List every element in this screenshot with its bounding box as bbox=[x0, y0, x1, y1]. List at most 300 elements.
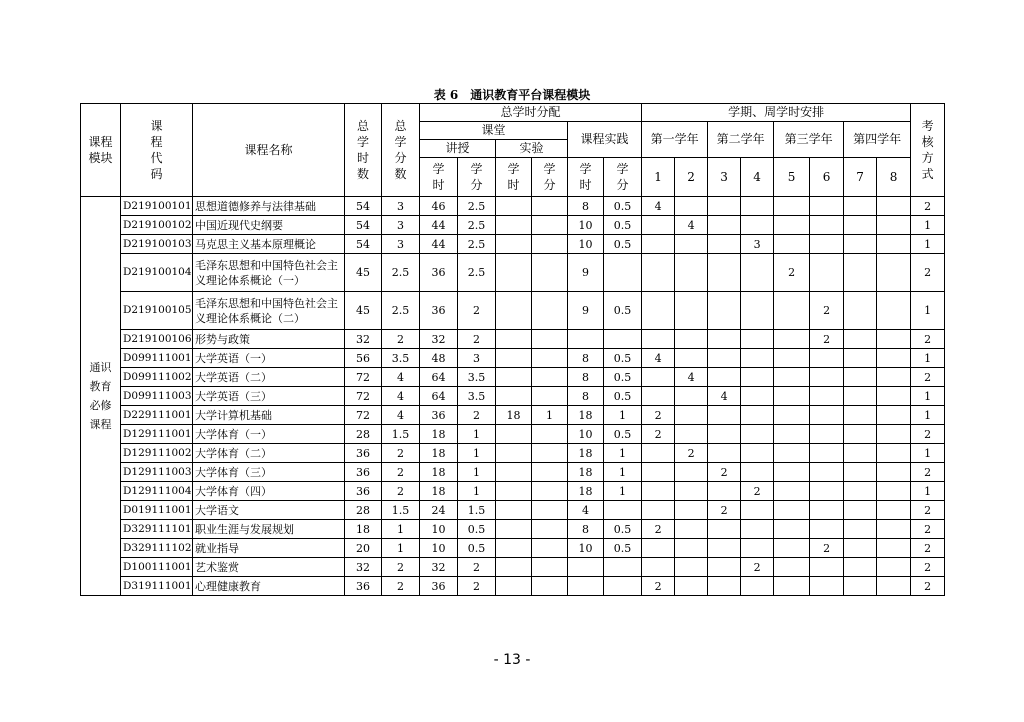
term-5: 2 bbox=[774, 254, 810, 292]
experiment-credits bbox=[532, 539, 568, 558]
term-8 bbox=[877, 463, 911, 482]
term-8 bbox=[877, 444, 911, 463]
practice-credits: 0.5 bbox=[604, 216, 642, 235]
term-2 bbox=[675, 520, 708, 539]
header-total-hours: 总学时数 bbox=[345, 104, 382, 197]
total-hours: 32 bbox=[345, 330, 382, 349]
lecture-hours: 36 bbox=[420, 577, 458, 596]
course-code: D329111101 bbox=[121, 520, 193, 539]
experiment-credits bbox=[532, 292, 568, 330]
term-4 bbox=[741, 387, 774, 406]
lecture-hours: 24 bbox=[420, 501, 458, 520]
term-7 bbox=[844, 577, 877, 596]
lecture-credits: 2.5 bbox=[458, 235, 496, 254]
total-credits: 2 bbox=[382, 444, 420, 463]
experiment-credits bbox=[532, 349, 568, 368]
header-lecture-hours: 学时 bbox=[420, 158, 458, 197]
experiment-credits bbox=[532, 197, 568, 216]
term-8 bbox=[877, 368, 911, 387]
exam: 1 bbox=[911, 444, 945, 463]
experiment-hours bbox=[496, 254, 532, 292]
course-name: 毛泽东思想和中国特色社会主义理论体系概论（一） bbox=[193, 254, 345, 292]
term-2 bbox=[675, 463, 708, 482]
total-hours: 45 bbox=[345, 254, 382, 292]
term-8 bbox=[877, 501, 911, 520]
term-6 bbox=[810, 444, 844, 463]
course-code: D219100104 bbox=[121, 254, 193, 292]
experiment-hours bbox=[496, 216, 532, 235]
header-term-5: 5 bbox=[774, 158, 810, 197]
table-row bbox=[81, 330, 945, 349]
lecture-hours: 36 bbox=[420, 292, 458, 330]
term-6 bbox=[810, 387, 844, 406]
term-1 bbox=[642, 482, 675, 501]
term-4: 2 bbox=[741, 482, 774, 501]
term-4 bbox=[741, 577, 774, 596]
practice-hours: 9 bbox=[568, 254, 604, 292]
lecture-credits: 1 bbox=[458, 463, 496, 482]
practice-credits bbox=[604, 558, 642, 577]
total-credits: 2 bbox=[382, 577, 420, 596]
total-hours: 20 bbox=[345, 539, 382, 558]
term-5 bbox=[774, 501, 810, 520]
lecture-hours: 64 bbox=[420, 368, 458, 387]
table-row bbox=[81, 349, 945, 368]
term-5 bbox=[774, 520, 810, 539]
practice-credits bbox=[604, 330, 642, 349]
practice-hours bbox=[568, 558, 604, 577]
course-name: 思想道德修养与法律基础 bbox=[193, 197, 345, 216]
term-3 bbox=[708, 539, 741, 558]
exam: 2 bbox=[911, 539, 945, 558]
exam: 1 bbox=[911, 406, 945, 425]
term-6: 2 bbox=[810, 330, 844, 349]
header-term-4: 4 bbox=[741, 158, 774, 197]
term-8 bbox=[877, 539, 911, 558]
term-3 bbox=[708, 406, 741, 425]
course-name: 毛泽东思想和中国特色社会主义理论体系概论（二） bbox=[193, 292, 345, 330]
term-6 bbox=[810, 368, 844, 387]
lecture-hours: 18 bbox=[420, 482, 458, 501]
header-classroom: 课堂 bbox=[420, 122, 568, 140]
course-code: D229111001 bbox=[121, 406, 193, 425]
term-6 bbox=[810, 520, 844, 539]
term-4 bbox=[741, 406, 774, 425]
term-5 bbox=[774, 368, 810, 387]
term-1 bbox=[642, 558, 675, 577]
total-hours: 72 bbox=[345, 387, 382, 406]
term-4 bbox=[741, 216, 774, 235]
term-6: 2 bbox=[810, 539, 844, 558]
exam: 2 bbox=[911, 197, 945, 216]
term-1: 4 bbox=[642, 197, 675, 216]
term-3 bbox=[708, 254, 741, 292]
term-1: 2 bbox=[642, 425, 675, 444]
term-7 bbox=[844, 254, 877, 292]
table-row bbox=[81, 292, 945, 330]
course-name: 大学英语（三） bbox=[193, 387, 345, 406]
total-hours: 36 bbox=[345, 444, 382, 463]
term-5 bbox=[774, 235, 810, 254]
term-2 bbox=[675, 501, 708, 520]
exam: 1 bbox=[911, 216, 945, 235]
lecture-hours: 32 bbox=[420, 558, 458, 577]
table-row bbox=[81, 501, 945, 520]
lecture-credits: 2.5 bbox=[458, 216, 496, 235]
experiment-credits bbox=[532, 501, 568, 520]
header-term-7: 7 bbox=[844, 158, 877, 197]
term-2 bbox=[675, 482, 708, 501]
term-7 bbox=[844, 558, 877, 577]
header-lecture: 讲授 bbox=[420, 140, 496, 158]
term-8 bbox=[877, 197, 911, 216]
experiment-credits bbox=[532, 216, 568, 235]
term-4 bbox=[741, 425, 774, 444]
term-5 bbox=[774, 216, 810, 235]
lecture-credits: 2 bbox=[458, 577, 496, 596]
page-number: - 13 - bbox=[493, 652, 531, 668]
lecture-hours: 10 bbox=[420, 539, 458, 558]
table-row bbox=[81, 425, 945, 444]
term-4 bbox=[741, 197, 774, 216]
practice-hours bbox=[568, 330, 604, 349]
experiment-hours bbox=[496, 197, 532, 216]
term-3 bbox=[708, 577, 741, 596]
lecture-hours: 36 bbox=[420, 406, 458, 425]
experiment-credits bbox=[532, 425, 568, 444]
practice-credits bbox=[604, 501, 642, 520]
term-2 bbox=[675, 349, 708, 368]
experiment-credits bbox=[532, 387, 568, 406]
course-table bbox=[80, 103, 945, 596]
experiment-credits bbox=[532, 482, 568, 501]
course-name: 大学体育（三） bbox=[193, 463, 345, 482]
term-3: 4 bbox=[708, 387, 741, 406]
course-name: 马克思主义基本原理概论 bbox=[193, 235, 345, 254]
term-5 bbox=[774, 197, 810, 216]
term-8 bbox=[877, 387, 911, 406]
total-hours: 36 bbox=[345, 577, 382, 596]
practice-hours: 18 bbox=[568, 444, 604, 463]
total-credits: 2 bbox=[382, 558, 420, 577]
experiment-credits bbox=[532, 463, 568, 482]
term-7 bbox=[844, 425, 877, 444]
total-credits: 1.5 bbox=[382, 425, 420, 444]
practice-credits: 0.5 bbox=[604, 235, 642, 254]
course-name: 大学英语（一） bbox=[193, 349, 345, 368]
term-2 bbox=[675, 577, 708, 596]
total-hours: 54 bbox=[345, 216, 382, 235]
exam: 2 bbox=[911, 520, 945, 539]
lecture-credits: 3.5 bbox=[458, 368, 496, 387]
term-8 bbox=[877, 292, 911, 330]
total-hours: 18 bbox=[345, 520, 382, 539]
term-6 bbox=[810, 425, 844, 444]
practice-hours: 10 bbox=[568, 235, 604, 254]
practice-credits: 1 bbox=[604, 482, 642, 501]
exam: 2 bbox=[911, 501, 945, 520]
term-1: 2 bbox=[642, 406, 675, 425]
total-credits: 1.5 bbox=[382, 501, 420, 520]
term-7 bbox=[844, 482, 877, 501]
table-row bbox=[81, 444, 945, 463]
practice-credits: 0.5 bbox=[604, 387, 642, 406]
experiment-hours bbox=[496, 520, 532, 539]
header-experiment-credits: 学分 bbox=[532, 158, 568, 197]
term-3 bbox=[708, 349, 741, 368]
term-4 bbox=[741, 254, 774, 292]
practice-hours: 10 bbox=[568, 425, 604, 444]
experiment-hours bbox=[496, 349, 532, 368]
total-hours: 36 bbox=[345, 463, 382, 482]
total-hours: 54 bbox=[345, 235, 382, 254]
total-hours: 36 bbox=[345, 482, 382, 501]
practice-credits: 0.5 bbox=[604, 349, 642, 368]
term-4 bbox=[741, 520, 774, 539]
exam: 1 bbox=[911, 292, 945, 330]
term-8 bbox=[877, 558, 911, 577]
lecture-hours: 44 bbox=[420, 216, 458, 235]
experiment-hours bbox=[496, 463, 532, 482]
experiment-credits bbox=[532, 558, 568, 577]
term-5 bbox=[774, 577, 810, 596]
term-7 bbox=[844, 349, 877, 368]
experiment-hours bbox=[496, 501, 532, 520]
term-1 bbox=[642, 501, 675, 520]
total-credits: 3.5 bbox=[382, 349, 420, 368]
term-7 bbox=[844, 463, 877, 482]
total-credits: 2 bbox=[382, 330, 420, 349]
course-code: D329111102 bbox=[121, 539, 193, 558]
term-5 bbox=[774, 349, 810, 368]
course-name: 职业生涯与发展规划 bbox=[193, 520, 345, 539]
total-credits: 1 bbox=[382, 539, 420, 558]
term-2 bbox=[675, 387, 708, 406]
course-code: D129111002 bbox=[121, 444, 193, 463]
experiment-hours: 18 bbox=[496, 406, 532, 425]
total-hours: 28 bbox=[345, 501, 382, 520]
lecture-hours: 48 bbox=[420, 349, 458, 368]
header-module: 课程模块 bbox=[81, 104, 121, 197]
lecture-credits: 2.5 bbox=[458, 254, 496, 292]
term-8 bbox=[877, 482, 911, 501]
term-3: 2 bbox=[708, 501, 741, 520]
course-name: 大学英语（二） bbox=[193, 368, 345, 387]
term-8 bbox=[877, 406, 911, 425]
term-1 bbox=[642, 463, 675, 482]
experiment-hours bbox=[496, 292, 532, 330]
term-2: 4 bbox=[675, 368, 708, 387]
term-4 bbox=[741, 330, 774, 349]
term-3 bbox=[708, 425, 741, 444]
total-credits: 2.5 bbox=[382, 292, 420, 330]
header-term-6: 6 bbox=[810, 158, 844, 197]
experiment-hours bbox=[496, 330, 532, 349]
course-name: 艺术鉴赏 bbox=[193, 558, 345, 577]
header-year3: 第三学年 bbox=[774, 122, 844, 158]
table-row bbox=[81, 197, 945, 216]
term-6 bbox=[810, 501, 844, 520]
experiment-credits bbox=[532, 444, 568, 463]
lecture-credits: 1 bbox=[458, 425, 496, 444]
practice-hours: 8 bbox=[568, 368, 604, 387]
term-7 bbox=[844, 216, 877, 235]
header-practice: 课程实践 bbox=[568, 122, 642, 158]
term-3 bbox=[708, 216, 741, 235]
experiment-hours bbox=[496, 368, 532, 387]
term-1 bbox=[642, 254, 675, 292]
table-caption: 表 6 通识教育平台课程模块 bbox=[433, 88, 591, 102]
experiment-hours bbox=[496, 482, 532, 501]
term-4 bbox=[741, 539, 774, 558]
lecture-hours: 32 bbox=[420, 330, 458, 349]
term-7 bbox=[844, 501, 877, 520]
term-2 bbox=[675, 330, 708, 349]
total-credits: 4 bbox=[382, 406, 420, 425]
header-total-credits: 总学分数 bbox=[382, 104, 420, 197]
term-1 bbox=[642, 235, 675, 254]
term-4 bbox=[741, 444, 774, 463]
total-hours: 72 bbox=[345, 368, 382, 387]
course-code: D129111004 bbox=[121, 482, 193, 501]
course-code: D219100106 bbox=[121, 330, 193, 349]
header-year2: 第二学年 bbox=[708, 122, 774, 158]
header-experiment: 实验 bbox=[496, 140, 568, 158]
practice-hours: 9 bbox=[568, 292, 604, 330]
course-name: 中国近现代史纲要 bbox=[193, 216, 345, 235]
header-year1: 第一学年 bbox=[642, 122, 708, 158]
term-8 bbox=[877, 254, 911, 292]
course-name: 大学体育（一） bbox=[193, 425, 345, 444]
lecture-hours: 64 bbox=[420, 387, 458, 406]
table-row bbox=[81, 577, 945, 596]
lecture-hours: 18 bbox=[420, 444, 458, 463]
lecture-credits: 2.5 bbox=[458, 197, 496, 216]
practice-hours: 4 bbox=[568, 501, 604, 520]
practice-credits bbox=[604, 254, 642, 292]
course-code: D219100105 bbox=[121, 292, 193, 330]
term-1: 2 bbox=[642, 577, 675, 596]
course-code: D219100102 bbox=[121, 216, 193, 235]
exam: 2 bbox=[911, 330, 945, 349]
term-6: 2 bbox=[810, 292, 844, 330]
term-2: 4 bbox=[675, 216, 708, 235]
term-3 bbox=[708, 292, 741, 330]
term-1 bbox=[642, 216, 675, 235]
table-row bbox=[81, 406, 945, 425]
course-name: 就业指导 bbox=[193, 539, 345, 558]
term-4: 3 bbox=[741, 235, 774, 254]
table-body bbox=[81, 197, 945, 596]
course-code: D219100101 bbox=[121, 197, 193, 216]
term-2 bbox=[675, 292, 708, 330]
course-code: D099111001 bbox=[121, 349, 193, 368]
term-3: 2 bbox=[708, 463, 741, 482]
practice-credits: 0.5 bbox=[604, 368, 642, 387]
header-practice-credits: 学分 bbox=[604, 158, 642, 197]
table-row bbox=[81, 482, 945, 501]
header-term-1: 1 bbox=[642, 158, 675, 197]
term-8 bbox=[877, 577, 911, 596]
total-credits: 3 bbox=[382, 235, 420, 254]
practice-credits: 1 bbox=[604, 444, 642, 463]
experiment-hours bbox=[496, 577, 532, 596]
exam: 2 bbox=[911, 368, 945, 387]
term-3 bbox=[708, 482, 741, 501]
total-credits: 4 bbox=[382, 387, 420, 406]
term-7 bbox=[844, 197, 877, 216]
term-1 bbox=[642, 539, 675, 558]
header-schedule: 学期、周学时安排 bbox=[642, 104, 911, 122]
practice-hours: 18 bbox=[568, 406, 604, 425]
header-code: 课程代码 bbox=[121, 104, 193, 197]
header-term-3: 3 bbox=[708, 158, 741, 197]
term-7 bbox=[844, 539, 877, 558]
lecture-credits: 3 bbox=[458, 349, 496, 368]
course-name: 大学计算机基础 bbox=[193, 406, 345, 425]
term-5 bbox=[774, 482, 810, 501]
experiment-credits bbox=[532, 520, 568, 539]
term-3 bbox=[708, 235, 741, 254]
table-row bbox=[81, 520, 945, 539]
term-3 bbox=[708, 197, 741, 216]
experiment-hours bbox=[496, 387, 532, 406]
term-5 bbox=[774, 330, 810, 349]
term-2 bbox=[675, 539, 708, 558]
header-term-8: 8 bbox=[877, 158, 911, 197]
exam: 2 bbox=[911, 463, 945, 482]
course-code: D129111003 bbox=[121, 463, 193, 482]
term-2 bbox=[675, 425, 708, 444]
experiment-hours bbox=[496, 539, 532, 558]
practice-hours: 10 bbox=[568, 216, 604, 235]
practice-credits: 1 bbox=[604, 406, 642, 425]
exam: 2 bbox=[911, 577, 945, 596]
table-row bbox=[81, 368, 945, 387]
lecture-credits: 2 bbox=[458, 406, 496, 425]
experiment-hours bbox=[496, 235, 532, 254]
experiment-credits bbox=[532, 254, 568, 292]
practice-credits: 0.5 bbox=[604, 292, 642, 330]
lecture-credits: 2 bbox=[458, 330, 496, 349]
term-6 bbox=[810, 482, 844, 501]
term-2: 2 bbox=[675, 444, 708, 463]
table-row bbox=[81, 539, 945, 558]
lecture-credits: 0.5 bbox=[458, 539, 496, 558]
total-hours: 45 bbox=[345, 292, 382, 330]
practice-hours bbox=[568, 577, 604, 596]
term-8 bbox=[877, 235, 911, 254]
lecture-credits: 2 bbox=[458, 292, 496, 330]
practice-credits: 0.5 bbox=[604, 520, 642, 539]
course-code: D100111001 bbox=[121, 558, 193, 577]
term-4 bbox=[741, 292, 774, 330]
total-credits: 2.5 bbox=[382, 254, 420, 292]
term-4 bbox=[741, 368, 774, 387]
table-row bbox=[81, 254, 945, 292]
table-row bbox=[81, 235, 945, 254]
total-credits: 3 bbox=[382, 216, 420, 235]
term-2 bbox=[675, 254, 708, 292]
course-name: 大学体育（二） bbox=[193, 444, 345, 463]
term-5 bbox=[774, 406, 810, 425]
experiment-hours bbox=[496, 425, 532, 444]
exam: 1 bbox=[911, 387, 945, 406]
practice-credits: 1 bbox=[604, 463, 642, 482]
term-8 bbox=[877, 330, 911, 349]
header-hours-distribution: 总学时分配 bbox=[420, 104, 642, 122]
practice-hours: 8 bbox=[568, 349, 604, 368]
